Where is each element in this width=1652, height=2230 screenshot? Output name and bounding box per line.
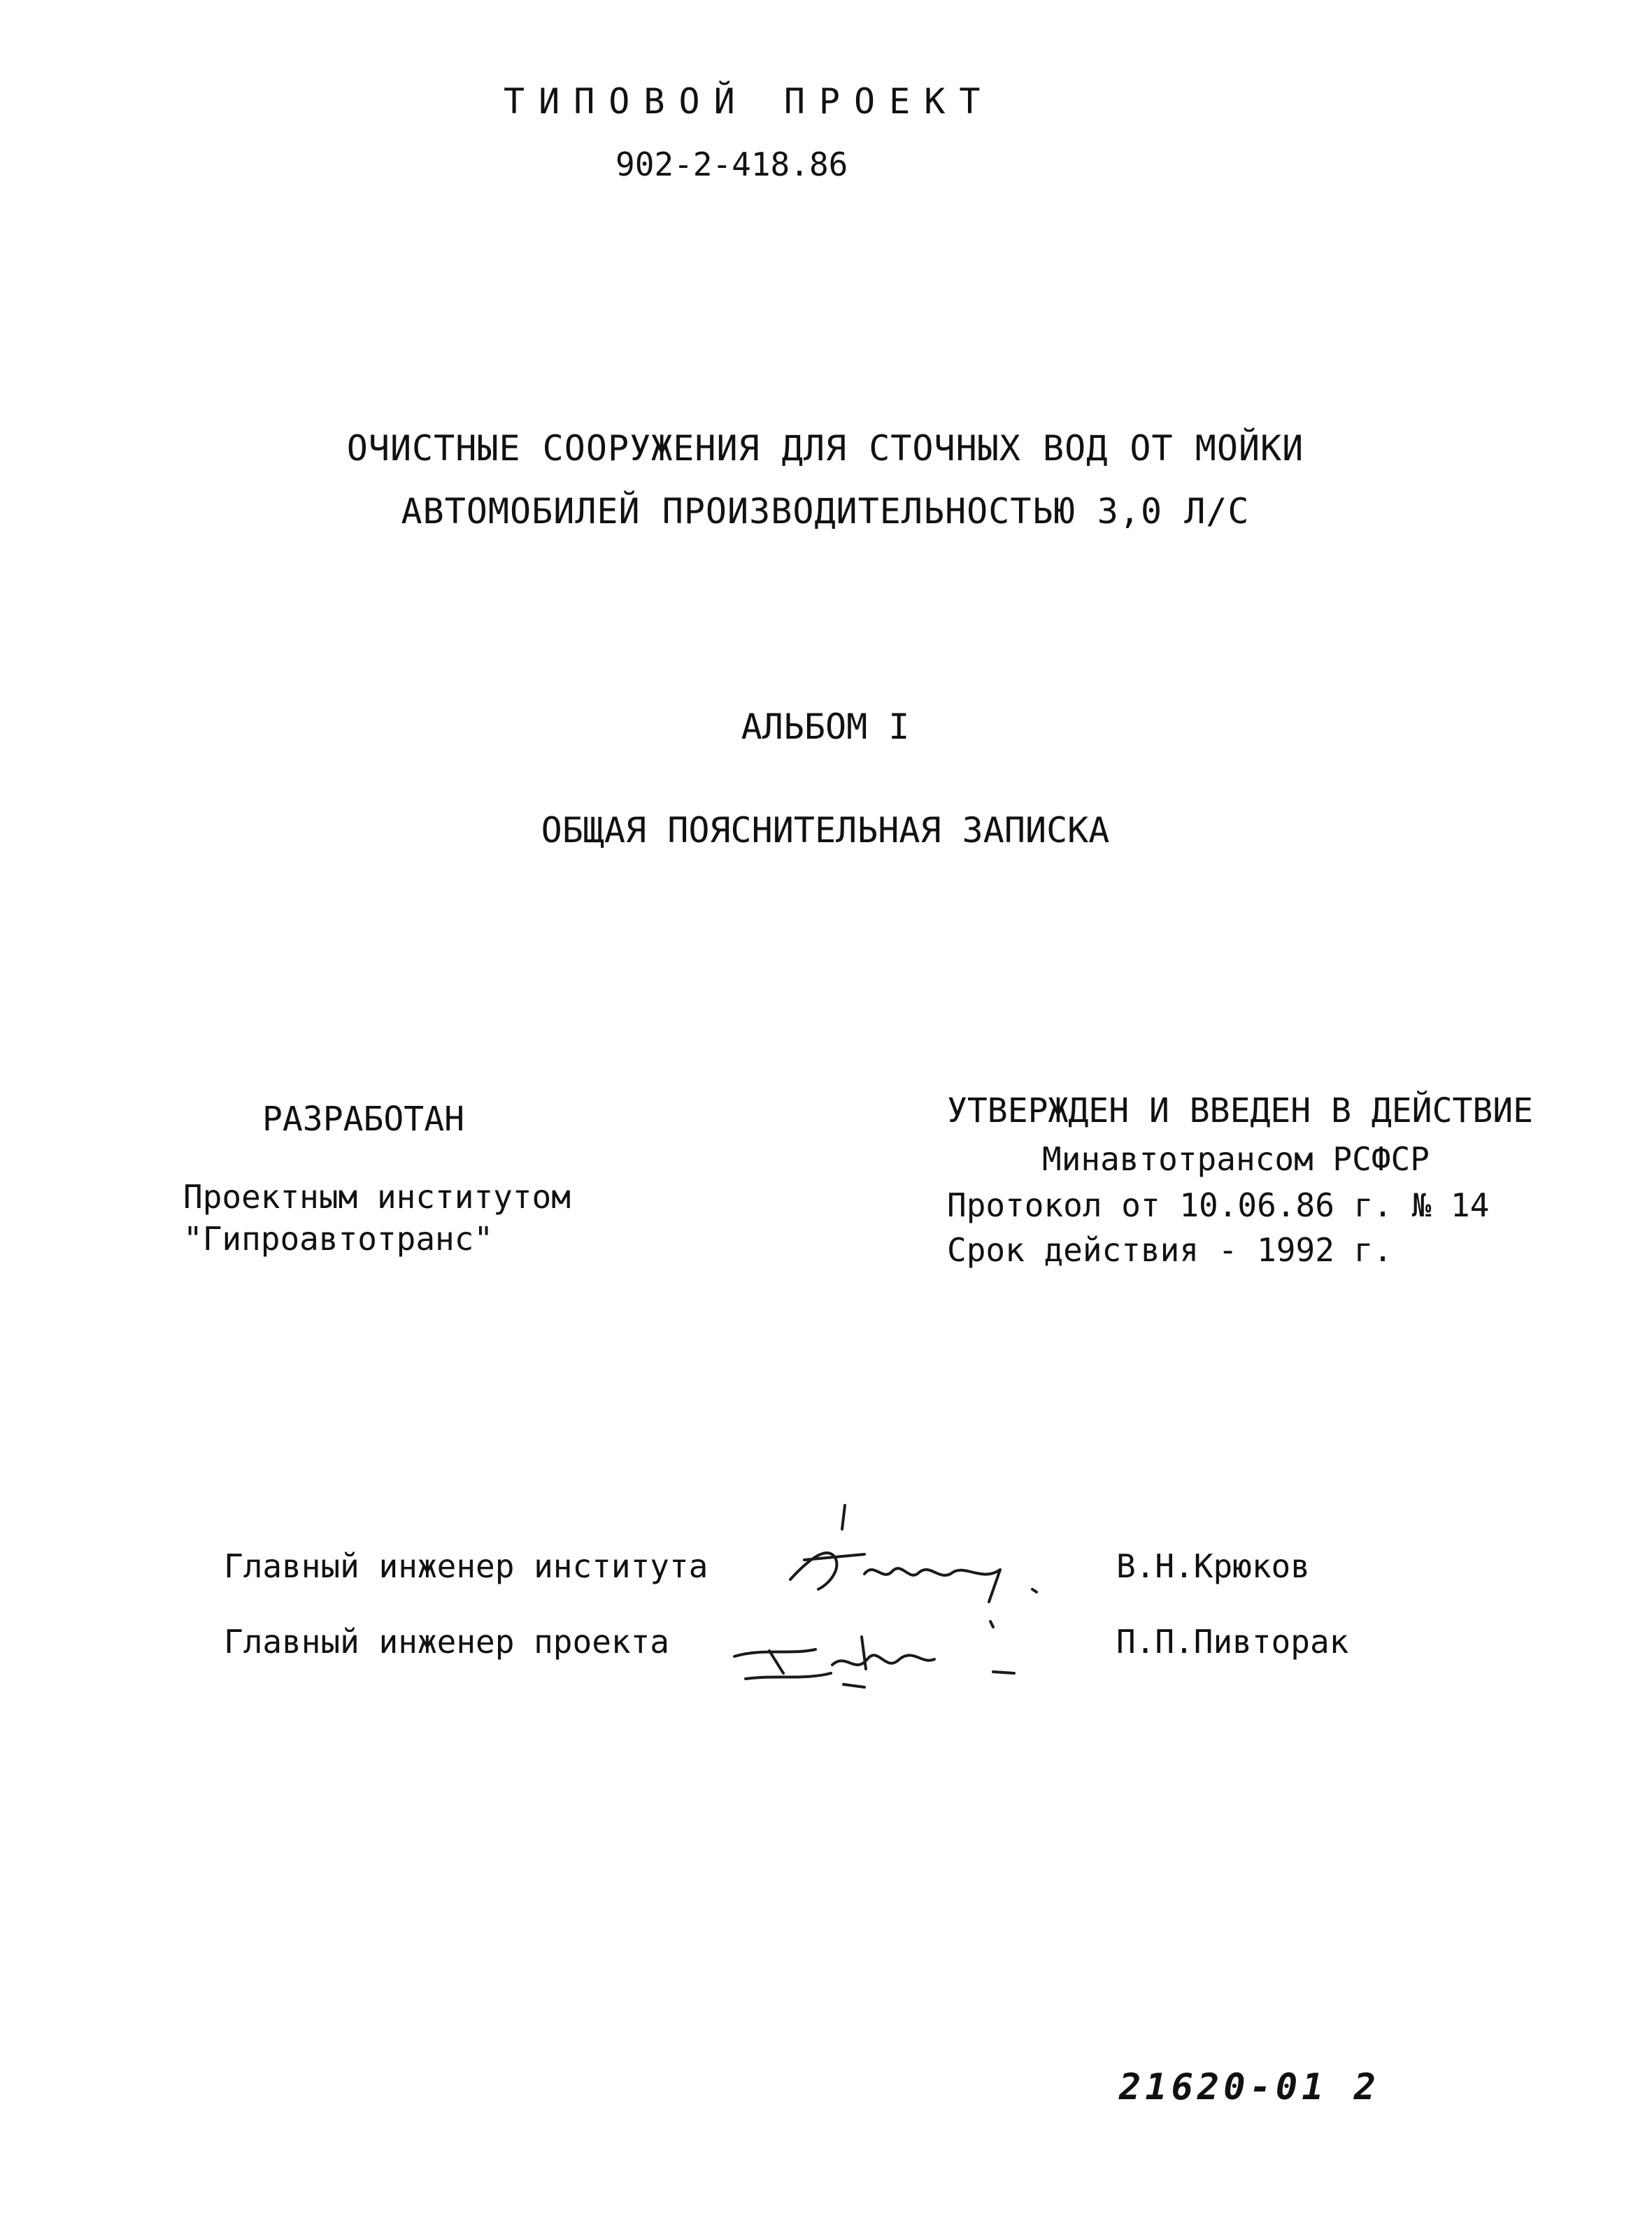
approved-line-2: Протокол от 10.06.86 г. № 14 (947, 1186, 1490, 1224)
main-title-line-1: ОЧИСТНЫЕ СООРУЖЕНИЯ ДЛЯ СТОЧНЫХ ВОД ОТ МОЙКИ (346, 428, 1304, 469)
developed-line-1: Проектным институтом (183, 1178, 571, 1216)
album-subtitle: ОБЩАЯ ПОЯСНИТЕЛЬНАЯ ЗАПИСКА (541, 810, 1110, 851)
signature-1 (790, 1505, 1037, 1602)
signatory-role-1: Главный инженер института (224, 1547, 708, 1585)
signatory-name-1: В.Н.Крюков (1116, 1547, 1310, 1585)
signatory-name-2: П.П.Пивторак (1116, 1623, 1349, 1661)
signature-2 (734, 1621, 1014, 1687)
developed-heading: РАЗРАБОТАН (262, 1100, 464, 1139)
album-label: АЛЬБОМ I (741, 706, 910, 747)
archive-number: 21620-01 2 (1119, 2066, 1381, 2108)
project-code: 902-2-418.86 (615, 145, 848, 183)
header-title: ТИПОВОЙ ПРОЕКТ (504, 81, 995, 122)
approved-line-1: Минавтотрансом РСФСР (1042, 1140, 1430, 1178)
approved-line-3: Срок действия - 1992 г. (947, 1231, 1393, 1269)
main-title-line-2: АВТОМОБИЛЕЙ ПРОИЗВОДИТЕЛЬНОСТЬЮ 3,0 Л/С (401, 491, 1250, 532)
signatory-role-2: Главный инженер проекта (224, 1623, 669, 1661)
developed-line-2: "Гипроавтотранс" (183, 1220, 494, 1258)
approved-heading: УТВЕРЖДЕН И ВВЕДЕН В ДЕЙСТВИЕ (947, 1091, 1534, 1130)
